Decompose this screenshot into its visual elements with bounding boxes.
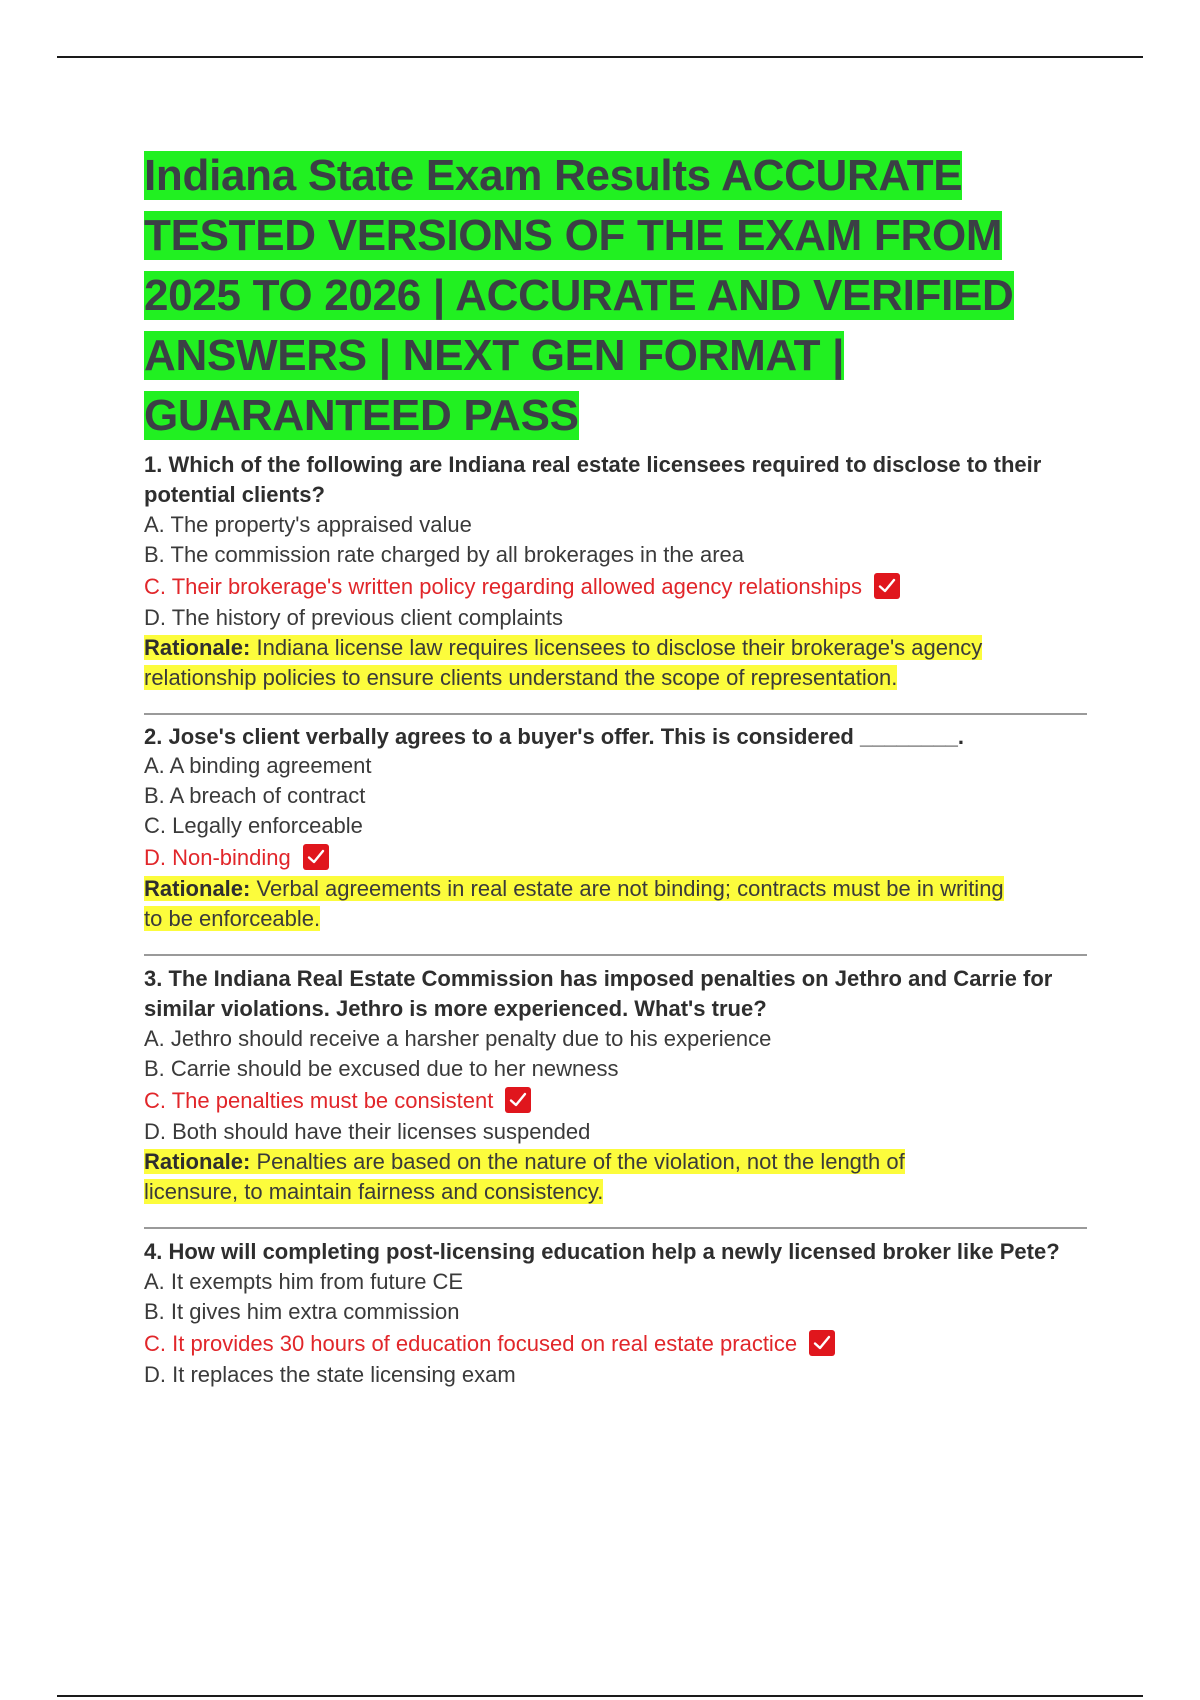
option-c-correct	[144, 1085, 1084, 1116]
option-c-correct	[144, 1328, 1084, 1359]
option-a: A. Jethro should receive a harsher penalty due to his experience	[144, 1026, 772, 1051]
rationale-text: Indiana license law requires licensees to disclose their brokerage's agency relationship policies to ensure clients understand the scope of representation.	[144, 635, 983, 690]
option-d-correct	[144, 842, 1084, 873]
question-divider	[144, 713, 1087, 715]
rationale-label: Rationale:	[144, 1149, 251, 1174]
rationale-text: Penalties are based on the nature of the violation, not the length of licensure, to maintain fairness and consistency.	[144, 1149, 905, 1204]
checkmark-icon	[505, 1087, 531, 1113]
option-a: A. It exempts him from future CE	[144, 1269, 464, 1294]
question-2	[144, 723, 1084, 934]
question-divider	[144, 1227, 1087, 1229]
rationale	[144, 1147, 994, 1207]
option-label: D. Non-binding	[144, 845, 291, 870]
checkmark-icon	[874, 573, 900, 599]
option-c-correct	[144, 571, 1084, 602]
rationale-text: Verbal agreements in real estate are not binding; contracts must be in writing to be enforceable.	[144, 876, 1004, 931]
checkmark-icon	[809, 1330, 835, 1356]
option-b: B. It gives him extra commission	[144, 1299, 460, 1324]
rationale-highlight	[144, 876, 1004, 931]
question-text: 2. Jose's client verbally agrees to a buyer's offer. This is considered ________.	[144, 724, 964, 749]
checkmark-icon	[303, 844, 329, 870]
option-label: C. The penalties must be consistent	[144, 1088, 494, 1113]
document-body	[144, 146, 1084, 1390]
question-3	[144, 964, 1084, 1207]
rationale	[144, 874, 1024, 934]
option-label: C. It provides 30 hours of education focused on real estate practice	[144, 1331, 798, 1356]
option-b: B. A breach of contract	[144, 783, 366, 808]
question-text: 3. The Indiana Real Estate Commission has imposed penalties on Jethro and Carrie for similar violations. Jethro is more experienced. What's true?	[144, 966, 1053, 1021]
option-a: A. The property's appraised value	[144, 512, 472, 537]
question-divider	[144, 954, 1087, 956]
rationale-highlight	[144, 1149, 905, 1204]
option-b: B. The commission rate charged by all brokerages in the area	[144, 542, 745, 567]
rationale-label: Rationale:	[144, 876, 251, 901]
rationale-label: Rationale:	[144, 635, 251, 660]
rationale	[144, 633, 1084, 693]
option-d: D. Both should have their licenses suspended	[144, 1119, 591, 1144]
bottom-rule	[57, 1695, 1143, 1697]
option-b: B. Carrie should be excused due to her newness	[144, 1056, 619, 1081]
question-text: 4. How will completing post-licensing education help a newly licensed broker like Pete?	[144, 1239, 1060, 1264]
option-a: A. A binding agreement	[144, 753, 372, 778]
title-highlight: Indiana State Exam Results ACCURATE TESTED VERSIONS OF THE EXAM FROM 2025 TO 2026 | ACCURATE AND VERIFIED ANSWERS | NEXT GEN FORMAT | GUARANTEED PASS	[144, 151, 1014, 440]
option-label: C. Their brokerage's written policy regarding allowed agency relationships	[144, 574, 862, 599]
option-d: D. The history of previous client complaints	[144, 605, 563, 630]
option-d: D. It replaces the state licensing exam	[144, 1362, 516, 1387]
question-text: 1. Which of the following are Indiana real estate licensees required to disclose to their potential clients?	[144, 452, 1042, 507]
top-rule	[57, 56, 1143, 58]
question-4	[144, 1237, 1084, 1390]
document-title	[144, 146, 1084, 446]
rationale-highlight	[144, 635, 982, 690]
option-c: C. Legally enforceable	[144, 813, 363, 838]
question-1	[144, 450, 1084, 693]
